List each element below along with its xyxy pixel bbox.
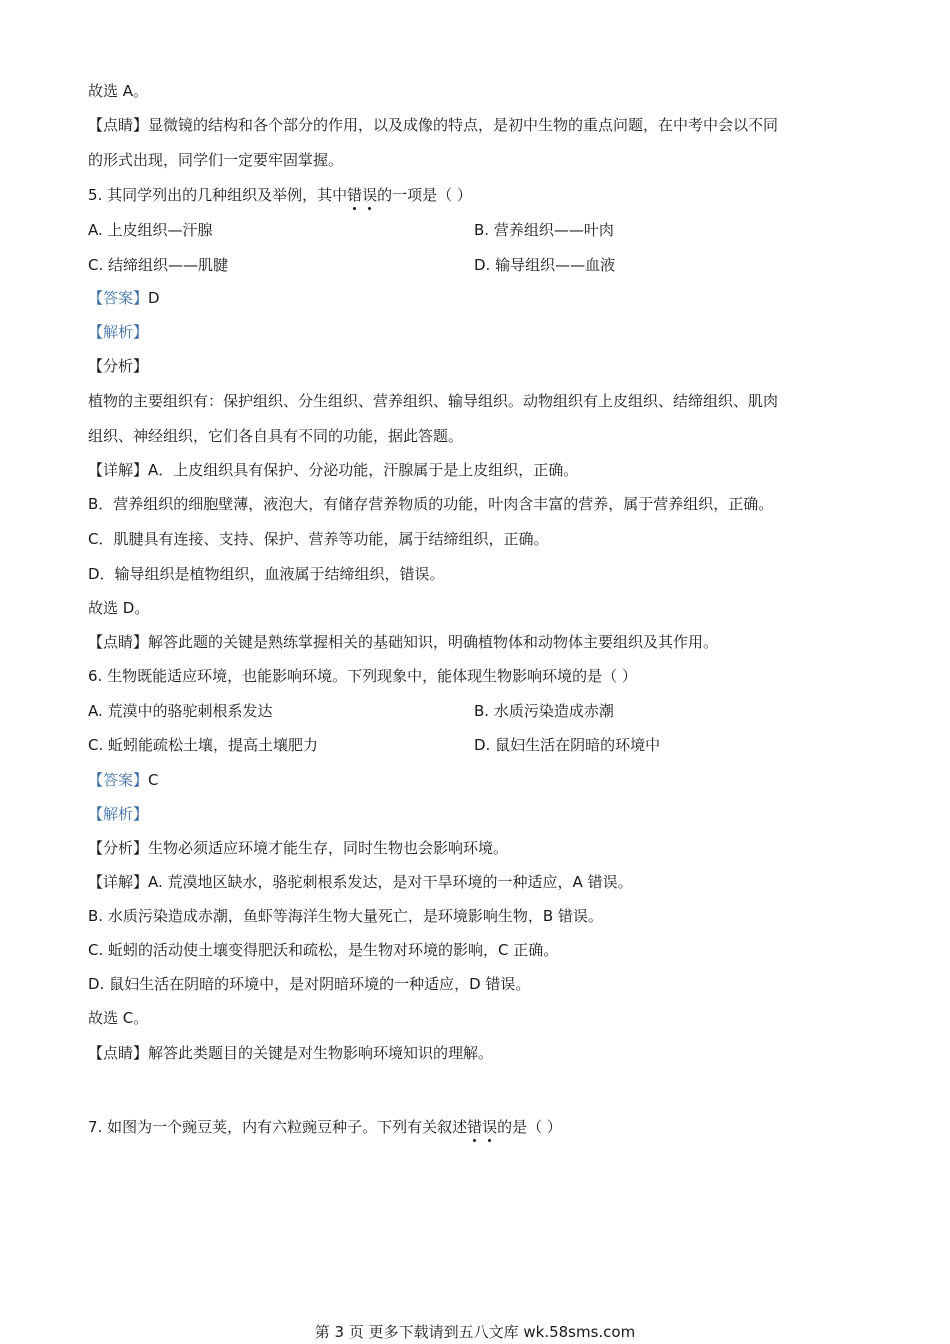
answer-6: 【答案】C (88, 771, 159, 789)
analysis-heading-5: 【分析】 (88, 357, 149, 375)
analysis-label-6: 【解析】 (88, 805, 149, 823)
analysis-text-5a: 植物的主要组织有：保护组织、分生组织、营养组织、输导组织。动物组织有上皮组织、结缔组织、肌肉 (88, 392, 779, 410)
q5-option-a: A. 上皮组织—汗腺 (88, 221, 213, 239)
answer-5: 【答案】D (88, 289, 160, 307)
q6-option-c: C. 蚯蚓能疏松土壤，提高土壤肥力 (88, 736, 319, 754)
detail-5b: B．营养组织的细胞壁薄，液泡大，有储存营养物质的功能，叶肉含丰富的营养，属于营养组织，正确。 (88, 495, 774, 513)
detail-6c: C. 蚯蚓的活动使土壤变得肥沃和疏松，是生物对环境的影响，C 正确。 (88, 941, 559, 959)
conclusion-5: 故选 D。 (88, 599, 150, 617)
analysis-label-5: 【解析】 (88, 323, 149, 341)
detail-5d: D．输导组织是植物组织，血液属于结缔组织，错误。 (88, 565, 445, 583)
detail-6b: B. 水质污染造成赤潮，鱼虾等海洋生物大量死亡，是环境影响生物，B 错误。 (88, 907, 603, 925)
analysis-6: 【分析】生物必须适应环境才能生存，同时生物也会影响环境。 (88, 839, 509, 857)
detail-5c: C．肌腱具有连接、支持、保护、营养等功能，属于结缔组织，正确。 (88, 530, 549, 548)
question-6: 6. 生物既能适应环境，也能影响环境。下列现象中，能体现生物影响环境的是（ ） (88, 667, 637, 685)
q5-option-c: C. 结缔组织——肌腱 (88, 256, 229, 274)
conclusion-line: 故选 A。 (88, 82, 149, 100)
comment-6: 【点睛】解答此类题目的关键是对生物影响环境知识的理解。 (88, 1044, 494, 1062)
comment-5: 【点睛】解答此题的关键是熟练掌握相关的基础知识，明确植物体和动物体主要组织及其作用。 (88, 633, 719, 651)
detail-6a: 【详解】A. 荒漠地区缺水，骆驼刺根系发达，是对干旱环境的一种适应，A 错误。 (88, 873, 633, 891)
comment-line: 【点睛】显微镜的结构和各个部分的作用，以及成像的特点，是初中生物的重点问题，在中考中会以不同 (88, 116, 779, 134)
detail-6d: D. 鼠妇生活在阴暗的环境中，是对阴暗环境的一种适应，D 错误。 (88, 975, 531, 993)
emphasis-char: 错 (347, 186, 363, 204)
q6-option-b: B. 水质污染造成赤潮 (474, 702, 614, 720)
page-footer: 第 3 页 更多下载请到五八文库 wk.58sms.com (314, 1323, 636, 1341)
comment-line-cont: 的形式出现，同学们一定要牢固掌握。 (88, 151, 344, 169)
q5-option-b: B. 营养组织——叶肉 (474, 221, 614, 239)
question-5: 5. 其同学列出的几种组织及举例，其中错误的一项是（ ） (88, 186, 472, 204)
emphasis-char: 误 (482, 1118, 498, 1136)
conclusion-6: 故选 C。 (88, 1009, 149, 1027)
q6-option-d: D. 鼠妇生活在阴暗的环境中 (474, 736, 661, 754)
analysis-text-5b: 组织、神经组织，它们各自具有不同的功能，据此答题。 (88, 427, 464, 445)
emphasis-char: 误 (362, 186, 378, 204)
q6-option-a: A. 荒漠中的骆驼刺根系发达 (88, 702, 273, 720)
emphasis-char: 错 (467, 1118, 483, 1136)
question-7: 7. 如图为一个豌豆荚，内有六粒豌豆种子。下列有关叙述错误的是（ ） (88, 1118, 562, 1136)
detail-5a: 【详解】A．上皮组织具有保护、分泌功能，汗腺属于是上皮组织，正确。 (88, 461, 579, 479)
q5-option-d: D. 输导组织——血液 (474, 256, 616, 274)
